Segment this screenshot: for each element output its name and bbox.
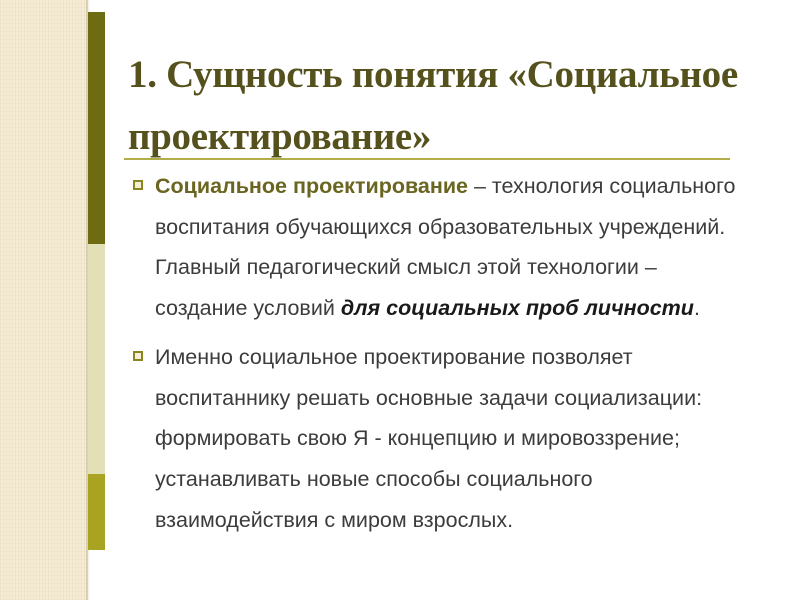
- socialization-text: Именно социальное проектирование позволяет воспитаннику решать основные задачи социализации: формировать свою Я - концепцию и мировоззрение; устанавливать новые способы социального взаимодействия с миром взрослых.: [155, 345, 703, 532]
- accent-bar-light: [88, 244, 105, 474]
- accent-bar-dark: [88, 12, 105, 244]
- bullet-item-socialization: [155, 337, 755, 541]
- left-decorative-strip: [0, 0, 88, 600]
- title-divider: [124, 158, 730, 160]
- bullet-item-definition: [155, 166, 755, 329]
- square-bullet-icon: [133, 351, 143, 361]
- definition-period: .: [693, 296, 700, 321]
- definition-text: – технология социального воспитания обучающихся образовательных учреждений. Главный педагогический смысл этой технологии – создание условий: [155, 174, 736, 321]
- definition-term: Социальное проектирование: [155, 174, 469, 198]
- accent-bar-mid: [88, 474, 105, 550]
- slide-title: 1. Сущность понятия «Социальное проектирование»: [128, 53, 738, 158]
- definition-emphasis: для социальных проб личности: [340, 296, 694, 321]
- square-bullet-icon: [133, 180, 143, 190]
